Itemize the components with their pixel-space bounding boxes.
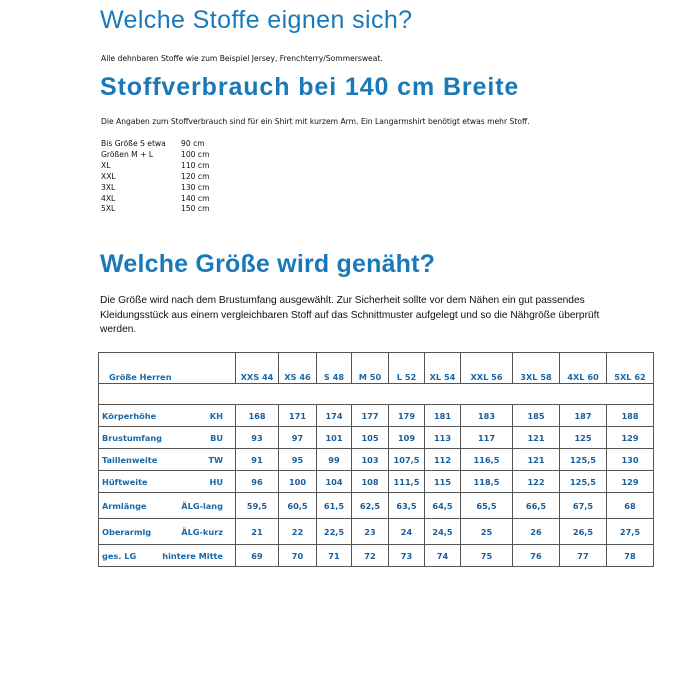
size-header: 3XL 58 bbox=[513, 353, 560, 384]
table-cell: 130 bbox=[607, 449, 654, 471]
usage-value: 120 cm bbox=[181, 171, 210, 181]
table-cell: 22,5 bbox=[317, 519, 352, 545]
table-cell: 77 bbox=[560, 545, 607, 567]
table-cell: 24,5 bbox=[425, 519, 461, 545]
row-label bbox=[99, 471, 236, 493]
table-cell: 125 bbox=[560, 427, 607, 449]
table-cell: 21 bbox=[236, 519, 279, 545]
measure-abbr: BU bbox=[210, 432, 223, 443]
measure-abbr: HU bbox=[209, 476, 223, 487]
size-header: XXS 44 bbox=[236, 353, 279, 384]
measure-name: Oberarmlg bbox=[102, 526, 152, 537]
usage-item bbox=[101, 150, 209, 161]
measure-name: Brustumfang bbox=[102, 432, 163, 443]
measure-name: Hüftweite bbox=[102, 476, 148, 487]
table-cell: 129 bbox=[607, 471, 654, 493]
measure-name: Körperhöhe bbox=[102, 410, 157, 421]
usage-value: 130 cm bbox=[181, 182, 210, 192]
table-cell: 174 bbox=[317, 405, 352, 427]
table-cell: 122 bbox=[513, 471, 560, 493]
table-row bbox=[99, 471, 654, 493]
row-label bbox=[99, 519, 236, 545]
table-cell: 105 bbox=[352, 427, 389, 449]
measure-abbr: ÄLG-lang bbox=[181, 500, 223, 511]
table-spacer-row bbox=[99, 384, 654, 405]
fabrics-text: Alle dehnbaren Stoffe wie zum Beispiel Jersey, Frenchterry/Sommersweat. bbox=[101, 54, 383, 63]
table-cell: 109 bbox=[389, 427, 425, 449]
table-cell: 177 bbox=[352, 405, 389, 427]
table-header-label: Größe Herren bbox=[99, 353, 236, 384]
measure-abbr: KH bbox=[209, 410, 223, 421]
table-cell: 118,5 bbox=[461, 471, 513, 493]
usage-item bbox=[101, 139, 209, 150]
table-row bbox=[99, 493, 654, 519]
table-cell: 125,5 bbox=[560, 471, 607, 493]
table-cell: 59,5 bbox=[236, 493, 279, 519]
table-cell: 63,5 bbox=[389, 493, 425, 519]
table-cell: 97 bbox=[279, 427, 317, 449]
usage-label: Größen M + L bbox=[101, 149, 154, 159]
table-cell: 64,5 bbox=[425, 493, 461, 519]
table-cell: 181 bbox=[425, 405, 461, 427]
table-cell: 67,5 bbox=[560, 493, 607, 519]
table-cell: 70 bbox=[279, 545, 317, 567]
table-cell: 188 bbox=[607, 405, 654, 427]
table-cell: 61,5 bbox=[317, 493, 352, 519]
table-row bbox=[99, 427, 654, 449]
row-label bbox=[99, 405, 236, 427]
measure-abbr: TW bbox=[208, 454, 223, 465]
table-cell: 101 bbox=[317, 427, 352, 449]
size-header: XS 46 bbox=[279, 353, 317, 384]
title-size-choice: Welche Größe wird genäht? bbox=[100, 250, 436, 278]
table-cell: 68 bbox=[607, 493, 654, 519]
table-cell: 25 bbox=[461, 519, 513, 545]
usage-item bbox=[101, 194, 209, 205]
usage-item bbox=[101, 204, 209, 215]
size-header: 4XL 60 bbox=[560, 353, 607, 384]
table-cell: 108 bbox=[352, 471, 389, 493]
table-cell: 171 bbox=[279, 405, 317, 427]
table-cell: 187 bbox=[560, 405, 607, 427]
table-row bbox=[99, 449, 654, 471]
usage-item bbox=[101, 172, 209, 183]
size-header: XL 54 bbox=[425, 353, 461, 384]
table-cell: 60,5 bbox=[279, 493, 317, 519]
row-label bbox=[99, 493, 236, 519]
usage-label: 5XL bbox=[101, 204, 116, 214]
table-cell: 23 bbox=[352, 519, 389, 545]
usage-item bbox=[101, 161, 209, 172]
usage-value: 140 cm bbox=[181, 193, 210, 203]
usage-label: Bis Größe S etwa bbox=[101, 139, 166, 148]
size-header: XXL 56 bbox=[461, 353, 513, 384]
table-cell: 179 bbox=[389, 405, 425, 427]
measure-name: ges. LG bbox=[102, 550, 137, 561]
table-cell: 93 bbox=[236, 427, 279, 449]
table-cell: 24 bbox=[389, 519, 425, 545]
table-row bbox=[99, 405, 654, 427]
table-cell: 100 bbox=[279, 471, 317, 493]
table-row bbox=[99, 545, 654, 567]
table-cell: 107,5 bbox=[389, 449, 425, 471]
usage-item bbox=[101, 183, 209, 194]
table-cell: 103 bbox=[352, 449, 389, 471]
table-cell: 73 bbox=[389, 545, 425, 567]
size-header: L 52 bbox=[389, 353, 425, 384]
row-label bbox=[99, 427, 236, 449]
table-cell: 183 bbox=[461, 405, 513, 427]
table-cell: 116,5 bbox=[461, 449, 513, 471]
table-cell: 27,5 bbox=[607, 519, 654, 545]
usage-value: 110 cm bbox=[181, 160, 210, 170]
table-cell: 125,5 bbox=[560, 449, 607, 471]
size-header: 5XL 62 bbox=[607, 353, 654, 384]
table-cell: 121 bbox=[513, 449, 560, 471]
table-cell: 112 bbox=[425, 449, 461, 471]
fabric-usage-text: Die Angaben zum Stoffverbrauch sind für ein Shirt mit kurzem Arm. Ein Langarmshirt benötigt etwas mehr Stoff. bbox=[101, 117, 530, 126]
table-cell: 111,5 bbox=[389, 471, 425, 493]
table-cell: 75 bbox=[461, 545, 513, 567]
table-cell: 96 bbox=[236, 471, 279, 493]
measure-abbr: ÄLG-kurz bbox=[181, 526, 223, 537]
usage-value: 150 cm bbox=[181, 204, 210, 214]
table-cell: 99 bbox=[317, 449, 352, 471]
usage-value: 100 cm bbox=[181, 149, 210, 159]
table-cell: 95 bbox=[279, 449, 317, 471]
table-header-row bbox=[99, 353, 654, 384]
table-cell: 69 bbox=[236, 545, 279, 567]
row-label bbox=[99, 449, 236, 471]
table-cell: 22 bbox=[279, 519, 317, 545]
table-cell: 66,5 bbox=[513, 493, 560, 519]
table-cell: 185 bbox=[513, 405, 560, 427]
table-cell: 121 bbox=[513, 427, 560, 449]
title-fabrics: Welche Stoffe eignen sich? bbox=[100, 6, 413, 34]
usage-label: 3XL bbox=[101, 182, 116, 192]
usage-label: 4XL bbox=[101, 193, 116, 203]
title-fabric-usage: Stoffverbrauch bei 140 cm Breite bbox=[100, 73, 520, 101]
table-cell: 62,5 bbox=[352, 493, 389, 519]
table-row bbox=[99, 519, 654, 545]
measure-name: Taillenweite bbox=[102, 454, 158, 465]
table-cell: 117 bbox=[461, 427, 513, 449]
size-header: S 48 bbox=[317, 353, 352, 384]
table-cell: 113 bbox=[425, 427, 461, 449]
measure-name: Armlänge bbox=[102, 500, 147, 511]
usage-label: XXL bbox=[101, 171, 116, 181]
table-cell: 26,5 bbox=[560, 519, 607, 545]
fabric-usage-list bbox=[101, 139, 209, 215]
table-cell: 71 bbox=[317, 545, 352, 567]
table-cell: 129 bbox=[607, 427, 654, 449]
usage-label: XL bbox=[101, 160, 111, 170]
table-cell: 78 bbox=[607, 545, 654, 567]
usage-value: 90 cm bbox=[181, 139, 205, 148]
table-cell: 168 bbox=[236, 405, 279, 427]
row-label bbox=[99, 545, 236, 567]
size-table bbox=[98, 352, 654, 567]
table-cell: 115 bbox=[425, 471, 461, 493]
measure-abbr: hintere Mitte bbox=[162, 550, 223, 561]
size-header: M 50 bbox=[352, 353, 389, 384]
table-cell: 76 bbox=[513, 545, 560, 567]
size-choice-text: Die Größe wird nach dem Brustumfang ausgewählt. Zur Sicherheit sollte vor dem Nähen ein gut passendes Kleidungsstück aus einem vergleichbaren Stoff auf das Schnittmuster aufgelegt und so die Nähgröße überprüft werden. bbox=[100, 295, 600, 336]
table-cell: 91 bbox=[236, 449, 279, 471]
table-cell: 65,5 bbox=[461, 493, 513, 519]
table-cell: 26 bbox=[513, 519, 560, 545]
table-cell: 74 bbox=[425, 545, 461, 567]
table-cell: 104 bbox=[317, 471, 352, 493]
table-cell: 72 bbox=[352, 545, 389, 567]
